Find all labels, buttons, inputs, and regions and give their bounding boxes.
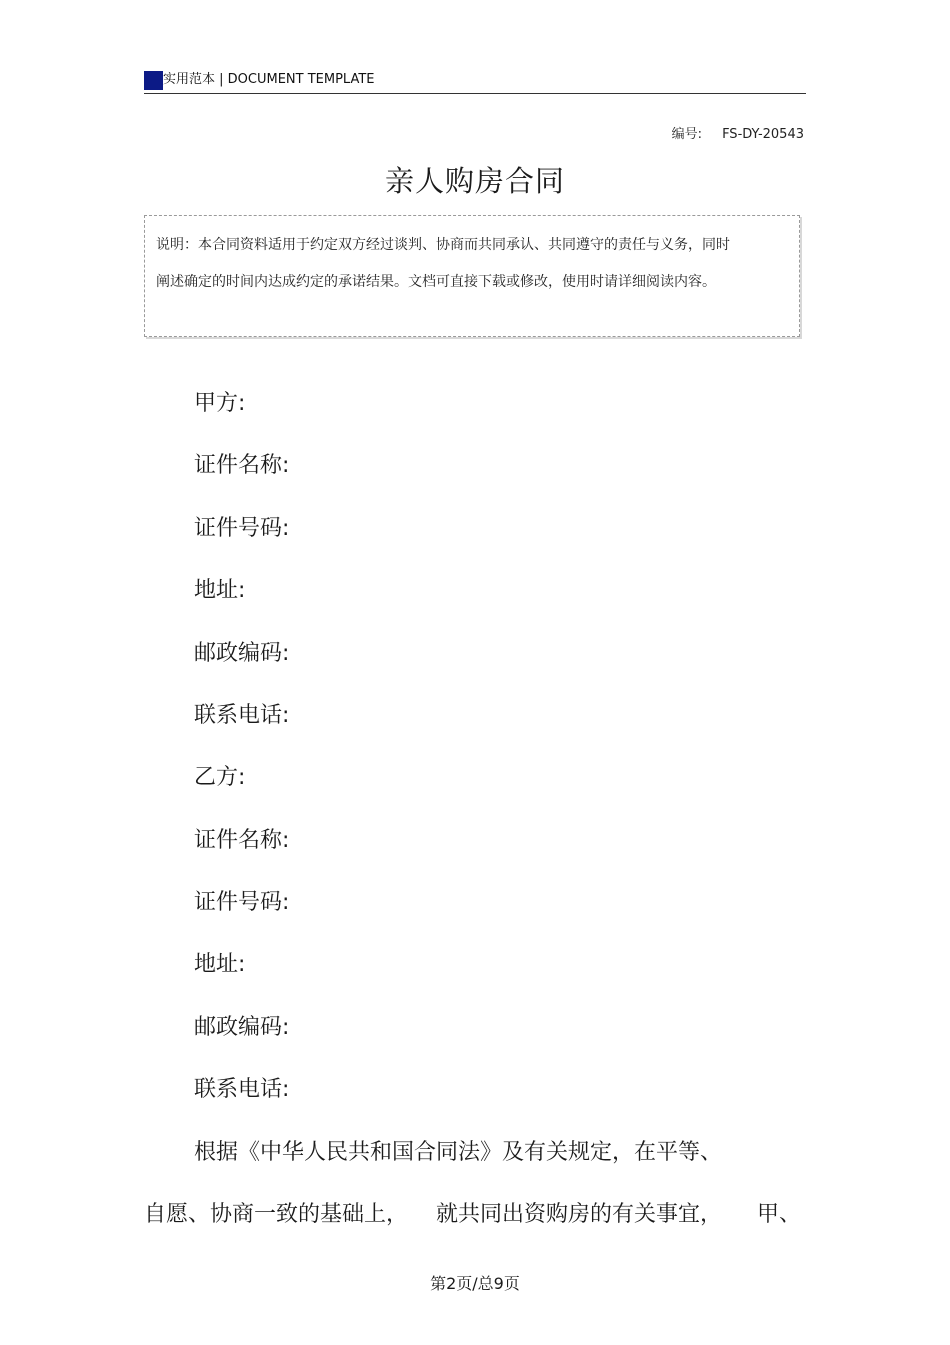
party-b-postcode: 邮政编码: (194, 1015, 290, 1040)
party-a-id-type: 证件名称: (194, 453, 290, 478)
document-title: 亲人购房合同 (384, 164, 565, 198)
party-a-label: 甲方: (194, 391, 246, 416)
logo-square-icon (144, 71, 163, 90)
note-text: 说明：本合同资料适用于约定双方经过谈判、协商而共同承认、共同遵守的责任与义务，同时阐述确定的时间内达成约定的承诺结果。文档可直接下载或修改，使用时请详细阅读内容。 (156, 237, 730, 290)
party-b-phone: 联系电话: (194, 1077, 290, 1102)
party-b-label: 乙方: (194, 765, 246, 790)
party-a-phone: 联系电话: (194, 703, 290, 728)
document-number (672, 127, 804, 143)
body-paragraph-line-1: 根据《中华人民共和国合同法》及有关规定，在平等、 (194, 1140, 723, 1165)
party-a-address: 地址: (194, 578, 246, 603)
party-b-address: 地址: (194, 952, 246, 977)
body-paragraph-line-2: 自愿、协商一致的基础上， 就共同出资购房的有关事宜， 甲、 (144, 1202, 801, 1227)
note-box (144, 215, 800, 337)
party-b-id-type: 证件名称: (194, 828, 290, 853)
party-a-postcode: 邮政编码: (194, 641, 290, 666)
party-b-id-number: 证件号码: (194, 890, 290, 915)
page-number: 第2页/总9页 (430, 1274, 520, 1293)
party-a-id-number: 证件号码: (194, 516, 290, 541)
header-text: 实用范本 | DOCUMENT TEMPLATE (163, 72, 375, 87)
document-number-label: 编号: (671, 127, 703, 142)
document-header (144, 68, 806, 94)
document-number-value: FS-DY-20543 (722, 127, 804, 142)
